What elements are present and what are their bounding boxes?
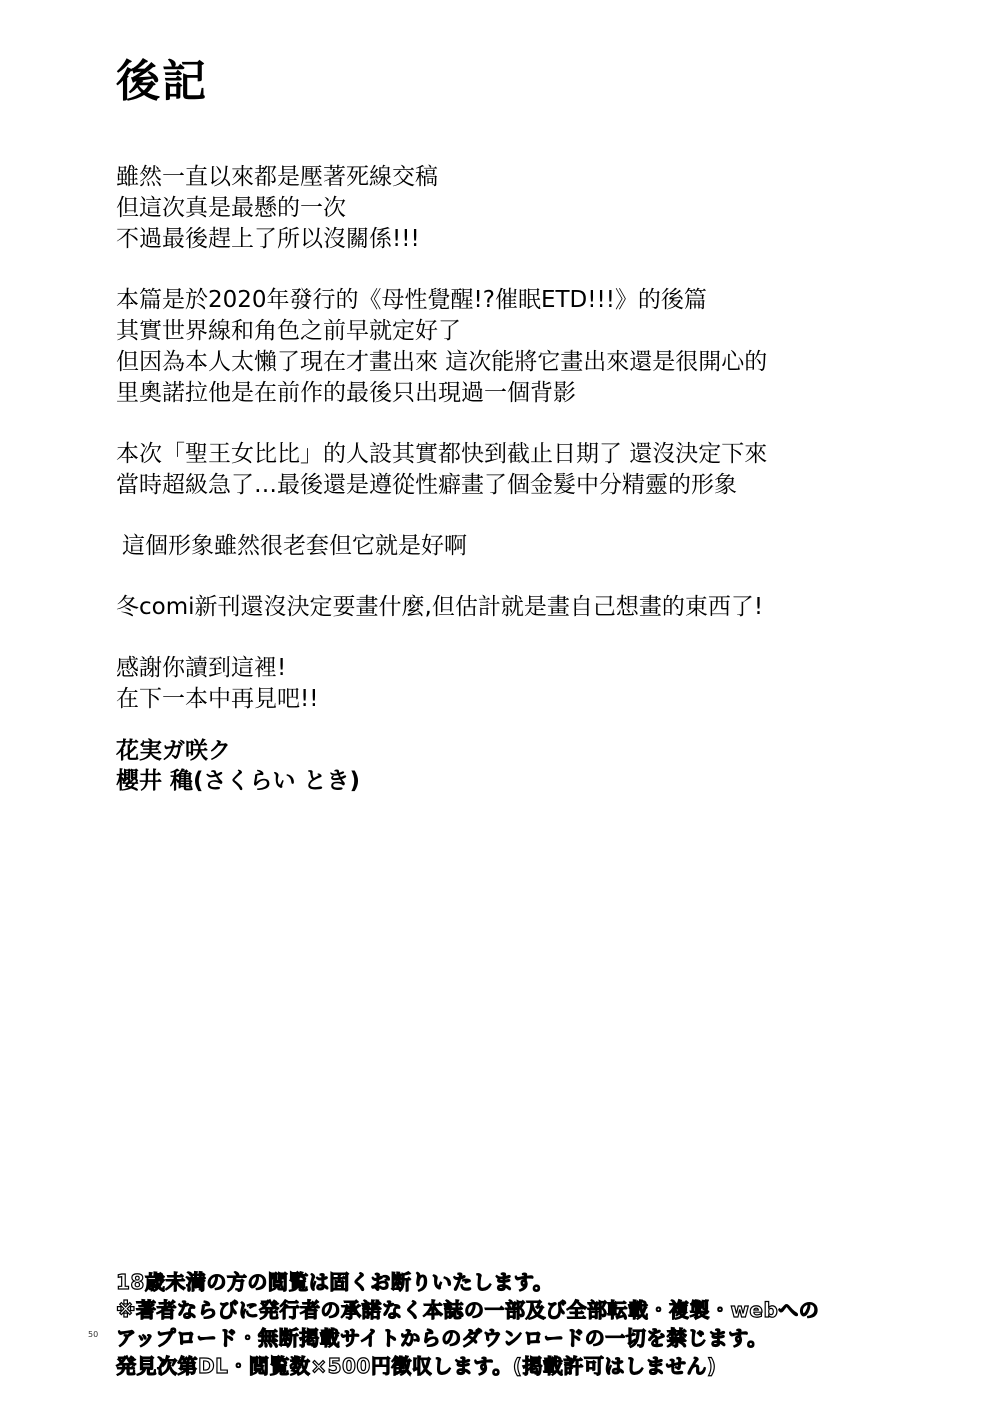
page-title: 後記 (116, 56, 208, 107)
text-line: 當時超級急了…最後還是遵從性癖畫了個金髮中分精靈的形象 (116, 472, 737, 498)
text-line: 其實世界線和角色之前早就定好了 (116, 318, 461, 344)
author-signature (116, 736, 360, 796)
author-name: 櫻井 穐(さくらい とき) (116, 768, 361, 794)
afterword-body (116, 162, 976, 745)
paragraph-4 (116, 531, 976, 562)
circle-name: 花実ガ咲ク (116, 738, 231, 764)
notice-line: アップロード・無断掲載サイトからのダウンロードの一切を禁じます。 (116, 1326, 768, 1350)
paragraph-5 (116, 592, 976, 623)
page-number: 50 (88, 1330, 99, 1339)
text-line: 但因為本人太懶了現在才畫出來 這次能將它畫出來還是很開心的 (116, 349, 768, 375)
text-line: 感謝你讀到這裡! (116, 655, 287, 681)
notice-line: 18歳未満の方の閲覧は固くお断りいたします。 (116, 1270, 554, 1294)
text-line: 但這次真是最懸的一次 (116, 195, 346, 221)
legal-notice (116, 1268, 976, 1380)
paragraph-6 (116, 653, 976, 715)
text-line: 雖然一直以來都是壓著死線交稿 (116, 164, 438, 190)
text-line: 在下一本中再見吧!! (116, 686, 319, 712)
text-line: 這個形象雖然很老套但它就是好啊 (122, 533, 467, 559)
text-line: 冬comi新刊還沒決定要畫什麼,但估計就是畫自己想畫的東西了! (116, 594, 764, 620)
notice-line: 発見次第DL・閲覧数×500円徴収します。(掲載許可はしません) (116, 1354, 717, 1378)
text-line: 本篇是於2020年發行的《母性覺醒!?催眠ETD!!!》的後篇 (116, 287, 707, 313)
notice-line: ※著者ならびに発行者の承諾なく本誌の一部及び全部転載・複製・webへの (116, 1298, 820, 1322)
text-line: 本次「聖王女比比」的人設其實都快到截止日期了 還沒決定下來 (116, 441, 768, 467)
text-line: 里奧諾拉他是在前作的最後只出現過一個背影 (116, 380, 576, 406)
paragraph-1 (116, 162, 976, 255)
text-line: 不過最後趕上了所以沒關係!!! (116, 226, 420, 252)
paragraph-2 (116, 285, 976, 409)
paragraph-3 (116, 439, 976, 501)
